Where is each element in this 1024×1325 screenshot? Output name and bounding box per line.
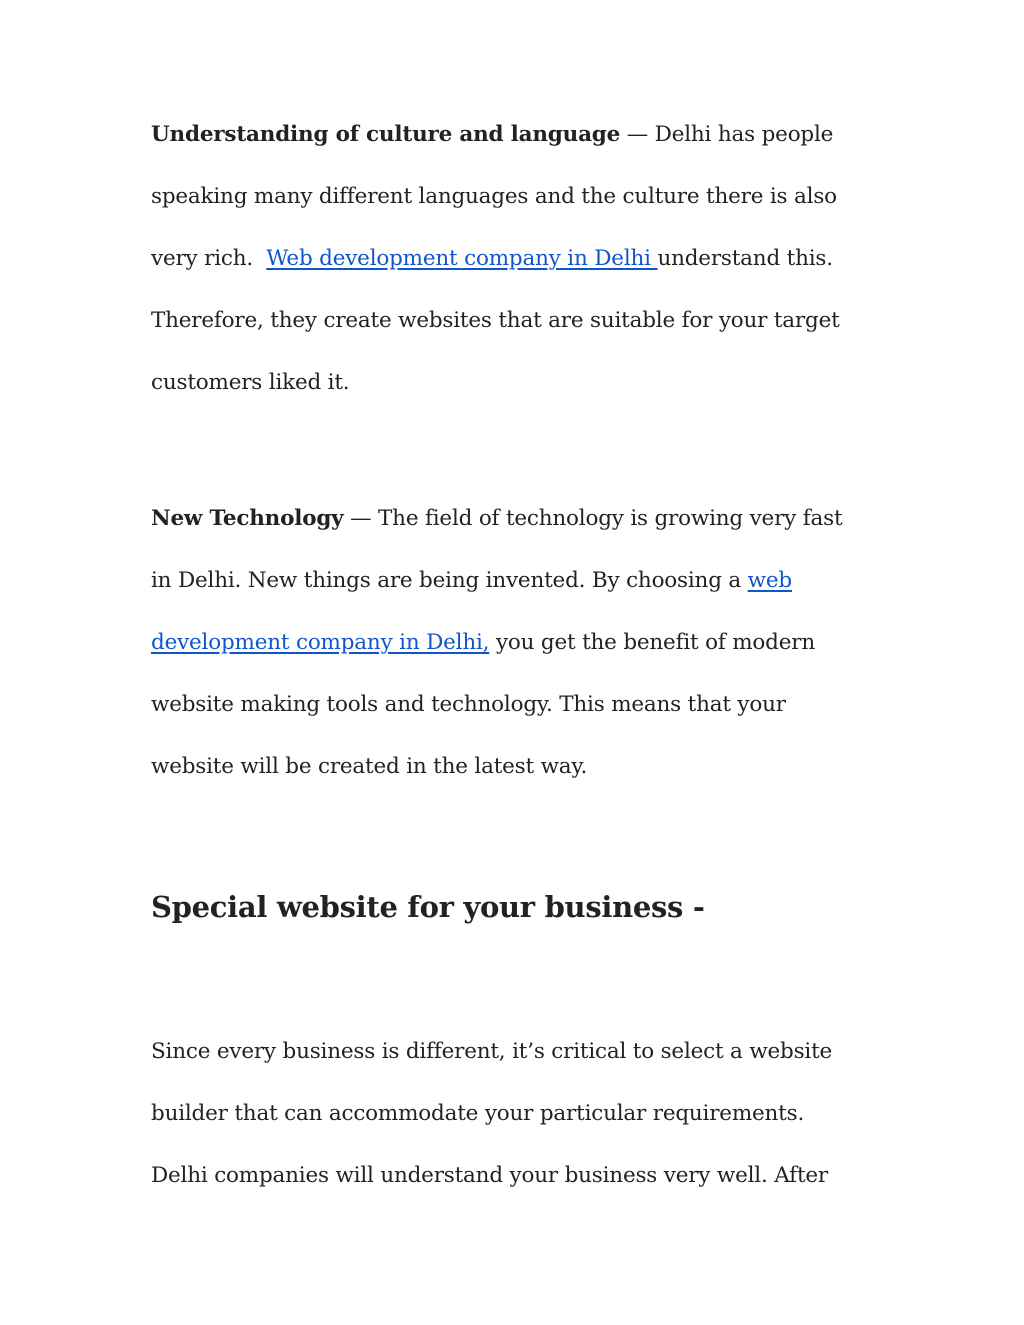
technology-text-1: — The field of technology is growing very fast [343, 506, 843, 531]
business-line-3: Delhi companies will understand your business very well. After [151, 1163, 828, 1188]
culture-line-3 [151, 244, 833, 274]
culture-line-1 [151, 120, 833, 150]
web-dev-company-link-2b[interactable]: development company in Delhi, [151, 630, 490, 655]
culture-text-3-pre: very rich. [151, 246, 267, 271]
culture-title: Understanding of culture and language [151, 122, 621, 147]
business-line-2: builder that can accommodate your particular requirements. [151, 1101, 805, 1126]
technology-line-2 [151, 566, 792, 596]
technology-title: New Technology [151, 506, 344, 531]
technology-text-2-pre: in Delhi. New things are being invented. By choosing a [151, 568, 748, 593]
culture-line-4: Therefore, they create websites that are suitable for your target [151, 308, 840, 333]
technology-text-3-post: you get the benefit of modern [489, 630, 815, 655]
culture-text-3-post: understand this. [657, 246, 833, 271]
section-heading: Special website for your business - [151, 890, 705, 924]
culture-text-1: — Delhi has people [620, 122, 834, 147]
web-dev-company-link-2a[interactable]: web [747, 568, 792, 593]
technology-line-5: website will be created in the latest way. [151, 754, 588, 779]
technology-line-1 [151, 504, 842, 534]
web-dev-company-link-1[interactable]: Web development company in Delhi [266, 246, 658, 271]
technology-line-3 [151, 628, 815, 658]
technology-line-4: website making tools and technology. This means that your [151, 692, 786, 717]
business-line-1: Since every business is different, it’s critical to select a website [151, 1039, 833, 1064]
culture-line-5: customers liked it. [151, 370, 350, 395]
culture-line-2: speaking many different languages and the culture there is also [151, 184, 837, 209]
